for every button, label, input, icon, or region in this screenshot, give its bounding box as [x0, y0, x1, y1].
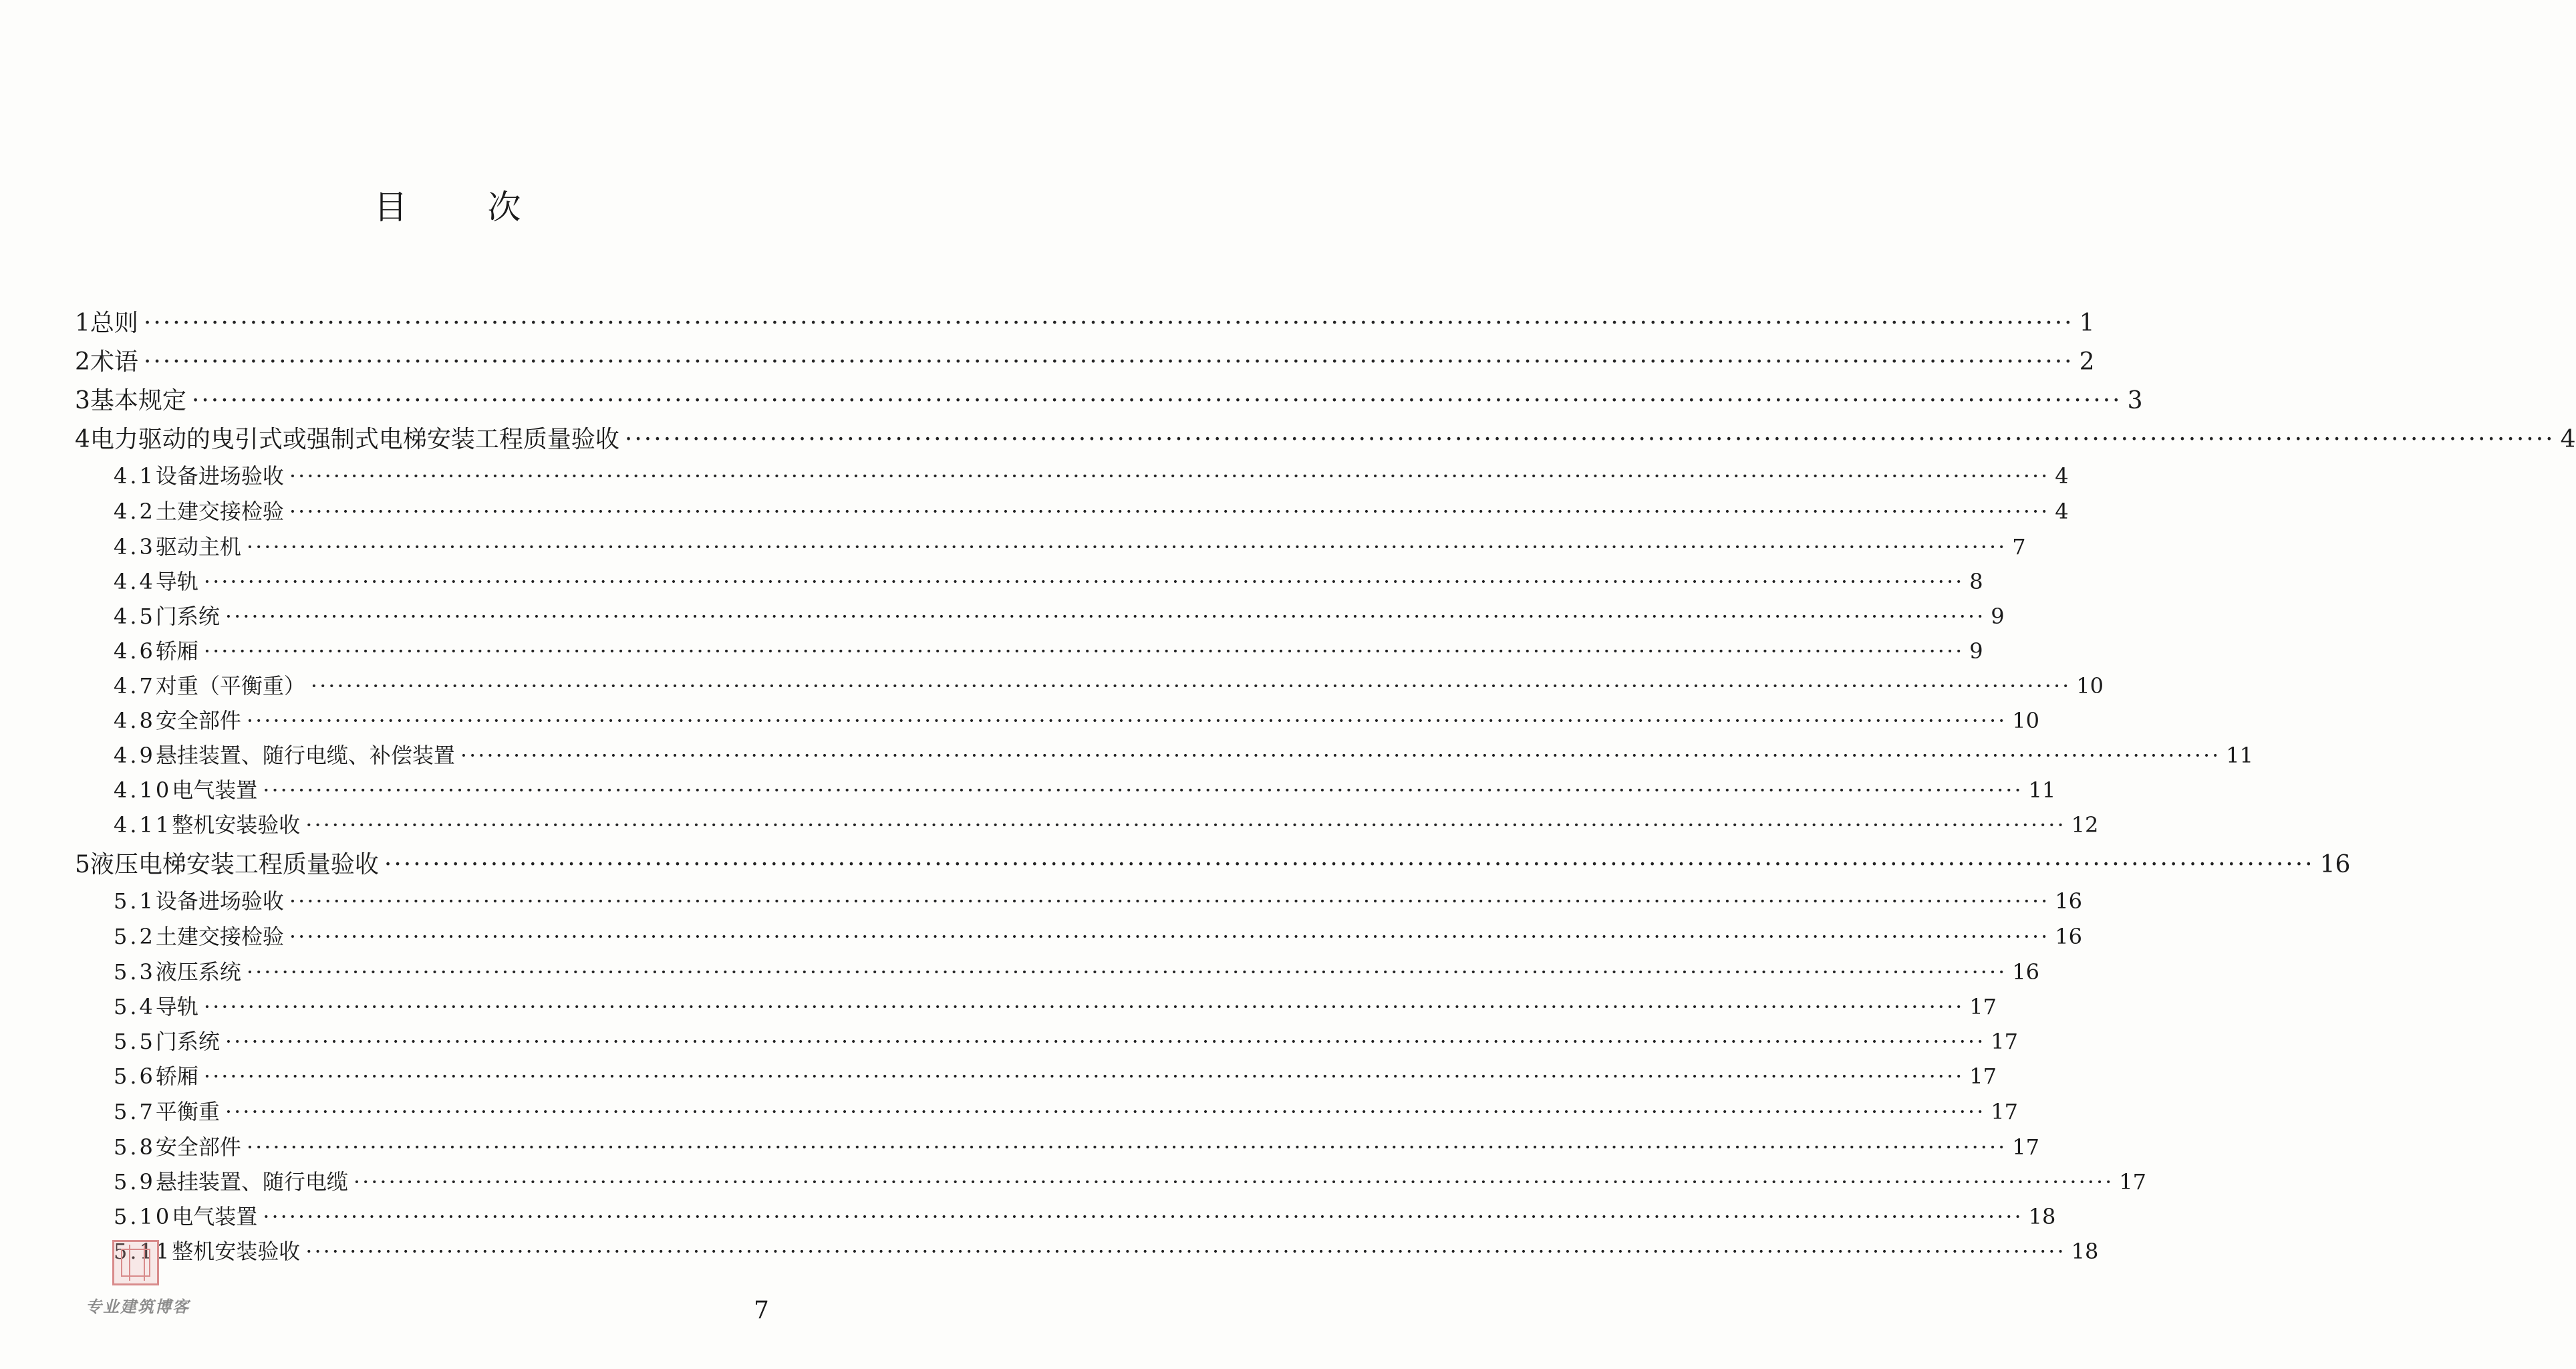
dot-leader: ········································································································································································································ — [246, 1134, 2007, 1160]
toc-entry-label: 总则 — [90, 309, 138, 337]
toc-entry[interactable] — [114, 1095, 2018, 1130]
dot-leader: ········································································································································································································ — [353, 1169, 2114, 1195]
toc-entry-label: 基本规定 — [90, 387, 186, 414]
red-seal-logo — [112, 1240, 159, 1285]
toc-entry-number: 5.7 — [114, 1099, 156, 1124]
toc-entry-page: 3 — [2127, 387, 2143, 414]
toc-entry-number: 4.11 — [114, 812, 172, 838]
toc-entry-label: 驱动主机 — [155, 534, 241, 559]
toc-entry-page: 17 — [1991, 1029, 2018, 1054]
toc-entry-page: 16 — [2055, 888, 2082, 914]
dot-leader: ········································································································································································································ — [203, 994, 1965, 1019]
toc-entry[interactable] — [114, 530, 2026, 566]
toc-entry-page: 17 — [1969, 1064, 1997, 1089]
toc-entry[interactable] — [114, 808, 2099, 844]
dot-leader: ········································································································································································································ — [624, 426, 2555, 453]
toc-entry-page: 12 — [2071, 812, 2099, 838]
toc-entry-label: 对重（平衡重） — [155, 673, 305, 699]
toc-entry-number: 4.2 — [114, 499, 156, 524]
toc-entry-number: 3 — [75, 387, 90, 414]
toc-entry-label: 门系统 — [155, 1029, 220, 1054]
toc-entry-number: 4.6 — [114, 638, 156, 664]
watermark-text: 专业建筑博客 — [86, 1297, 190, 1316]
toc-entry[interactable] — [75, 420, 2576, 459]
toc-entry[interactable] — [114, 773, 2056, 809]
toc-entry-number: 4.10 — [114, 777, 172, 803]
dot-leader: ········································································································································································································ — [225, 604, 1986, 629]
toc-entry-label: 平衡重 — [155, 1099, 220, 1124]
toc-entry[interactable] — [75, 846, 2351, 884]
toc-entry-number: 4.8 — [114, 708, 156, 733]
toc-entry-page: 11 — [2028, 777, 2056, 803]
toc-entry-number: 4.1 — [114, 463, 156, 489]
toc-entry-number: 5.5 — [114, 1029, 156, 1054]
toc-entry[interactable] — [114, 920, 2082, 955]
toc-entry-number: 5 — [75, 851, 90, 878]
toc-entry-page: 10 — [2076, 673, 2104, 699]
toc-entry-label: 导轨 — [155, 994, 198, 1019]
toc-entry-page: 4 — [2560, 426, 2576, 453]
toc-entry-number: 2 — [75, 348, 90, 376]
toc-entry-page: 17 — [2012, 1134, 2039, 1160]
toc-entry-number: 5.2 — [114, 924, 156, 949]
toc-entry-page: 11 — [2226, 743, 2253, 768]
toc-entry-page: 4 — [2055, 499, 2069, 524]
toc-entry-number: 4.7 — [114, 673, 156, 699]
toc-entry-number: 5.8 — [114, 1134, 156, 1160]
dot-leader: ········································································································································································································ — [460, 743, 2221, 768]
dot-leader: ········································································································································································································ — [289, 499, 2050, 524]
toc-entry-label: 安全部件 — [155, 1134, 241, 1160]
toc-entry-page: 10 — [2012, 708, 2039, 733]
toc-entry-page: 9 — [1991, 604, 2005, 629]
toc-entry-label: 设备进场验收 — [155, 888, 284, 914]
toc-entry[interactable] — [114, 600, 2005, 635]
toc-entry[interactable] — [114, 739, 2253, 774]
toc-entry[interactable] — [114, 1025, 2018, 1060]
toc-entry[interactable] — [75, 343, 2095, 382]
dot-leader: ········································································································································································································ — [143, 309, 2074, 337]
toc-entry-page: 17 — [1991, 1099, 2018, 1124]
toc-entry-page: 16 — [2055, 924, 2082, 949]
toc-entry-label: 电气装置 — [172, 1204, 258, 1229]
dot-leader: ········································································································································································································ — [246, 959, 2007, 985]
toc-entry[interactable] — [114, 1130, 2039, 1166]
page-title: 目次 — [374, 188, 601, 227]
toc-entry-label: 轿厢 — [155, 1064, 198, 1089]
dot-leader: ········································································································································································································ — [263, 1204, 2023, 1229]
toc-entry[interactable] — [114, 1200, 2056, 1235]
dot-leader: ········································································································································································································ — [305, 812, 2066, 838]
toc-entry-label: 液压系统 — [155, 959, 241, 985]
toc-entry[interactable] — [114, 884, 2082, 920]
toc-entry-label: 土建交接检验 — [155, 924, 284, 949]
toc-entry-label: 设备进场验收 — [155, 463, 284, 489]
dot-leader: ········································································································································································································ — [225, 1099, 1986, 1124]
toc-entry-label: 悬挂装置、随行电缆、补偿装置 — [155, 743, 455, 768]
dot-leader: ········································································································································································································ — [310, 673, 2071, 699]
dot-leader: ········································································································································································································ — [263, 777, 2023, 803]
toc-entry-page: 16 — [2319, 851, 2351, 878]
toc-entry-number: 4 — [75, 426, 90, 453]
dot-leader: ········································································································································································································ — [384, 851, 2315, 878]
toc-entry-label: 门系统 — [155, 604, 220, 629]
dot-leader: ········································································································································································································ — [191, 387, 2122, 414]
dot-leader: ········································································································································································································ — [203, 569, 1965, 594]
toc-entry-label: 导轨 — [155, 569, 198, 594]
toc-entry-page: 2 — [2079, 348, 2095, 376]
toc-entry-number: 5.10 — [114, 1204, 172, 1229]
toc-entry-number: 4.5 — [114, 604, 156, 629]
toc-entry[interactable] — [114, 990, 1997, 1025]
dot-leader: ········································································································································································································ — [203, 638, 1965, 664]
toc-entry-label: 安全部件 — [155, 708, 241, 733]
toc-entry-page: 17 — [1969, 994, 1997, 1019]
toc-entry-page: 18 — [2071, 1239, 2099, 1264]
toc-entry-number: 1 — [75, 309, 90, 337]
toc-entry[interactable] — [114, 1235, 2099, 1270]
toc-entry-label: 土建交接检验 — [155, 499, 284, 524]
page-number: 7 — [754, 1297, 769, 1324]
toc-entry-number: 5.6 — [114, 1064, 156, 1089]
toc-entry-number: 5.1 — [114, 888, 156, 914]
toc-entry[interactable] — [114, 1165, 2146, 1201]
toc-entry-page: 9 — [1969, 638, 1983, 664]
toc-entry[interactable] — [75, 304, 2095, 343]
toc-entry[interactable] — [114, 634, 1983, 670]
toc-entry[interactable] — [114, 495, 2069, 530]
toc-entry-label: 轿厢 — [155, 638, 198, 664]
toc-entry-number: 5.11 — [114, 1239, 172, 1264]
toc-entry[interactable] — [114, 565, 1983, 600]
toc-entry-number: 5.3 — [114, 959, 156, 985]
dot-leader: ········································································································································································································ — [143, 348, 2074, 376]
dot-leader: ········································································································································································································ — [305, 1239, 2066, 1264]
toc-entry-label: 悬挂装置、随行电缆 — [155, 1169, 348, 1195]
dot-leader: ········································································································································································································ — [289, 463, 2050, 489]
toc-entry-label: 电气装置 — [172, 777, 258, 803]
toc-entry[interactable] — [75, 382, 2143, 420]
toc-entry-number: 4.3 — [114, 534, 156, 559]
toc-entry[interactable] — [114, 955, 2039, 991]
toc-entry-label: 电力驱动的曳引式或强制式电梯安装工程质量验收 — [90, 426, 619, 453]
dot-leader: ········································································································································································································ — [289, 924, 2050, 949]
toc-entry-page: 1 — [2079, 309, 2095, 337]
toc-entry-number: 5.9 — [114, 1169, 156, 1195]
dot-leader: ········································································································································································································ — [225, 1029, 1986, 1054]
dot-leader: ········································································································································································································ — [289, 888, 2050, 914]
toc-entry-page: 7 — [2012, 534, 2026, 559]
toc-entry-page: 17 — [2119, 1169, 2146, 1195]
dot-leader: ········································································································································································································ — [203, 1064, 1965, 1089]
toc-entry-page: 18 — [2028, 1204, 2056, 1229]
dot-leader: ········································································································································································································ — [246, 708, 2007, 733]
toc-entry-number: 5.4 — [114, 994, 156, 1019]
toc-entry-page: 16 — [2012, 959, 2039, 985]
toc-entry-label: 整机安装验收 — [172, 812, 301, 838]
toc-entry-label: 液压电梯安装工程质量验收 — [90, 851, 379, 878]
toc-entry[interactable] — [114, 459, 2069, 495]
toc-entry[interactable] — [114, 704, 2039, 739]
toc-entry-page: 8 — [1969, 569, 1983, 594]
toc-entry[interactable] — [114, 669, 2104, 705]
toc-entry-page: 4 — [2055, 463, 2069, 489]
dot-leader: ········································································································································································································ — [246, 534, 2007, 559]
toc-entry-number: 4.9 — [114, 743, 156, 768]
toc-entry[interactable] — [114, 1060, 1997, 1095]
toc-entry-label: 术语 — [90, 348, 138, 376]
toc-entry-number: 4.4 — [114, 569, 156, 594]
toc-entry-label: 整机安装验收 — [172, 1239, 301, 1264]
